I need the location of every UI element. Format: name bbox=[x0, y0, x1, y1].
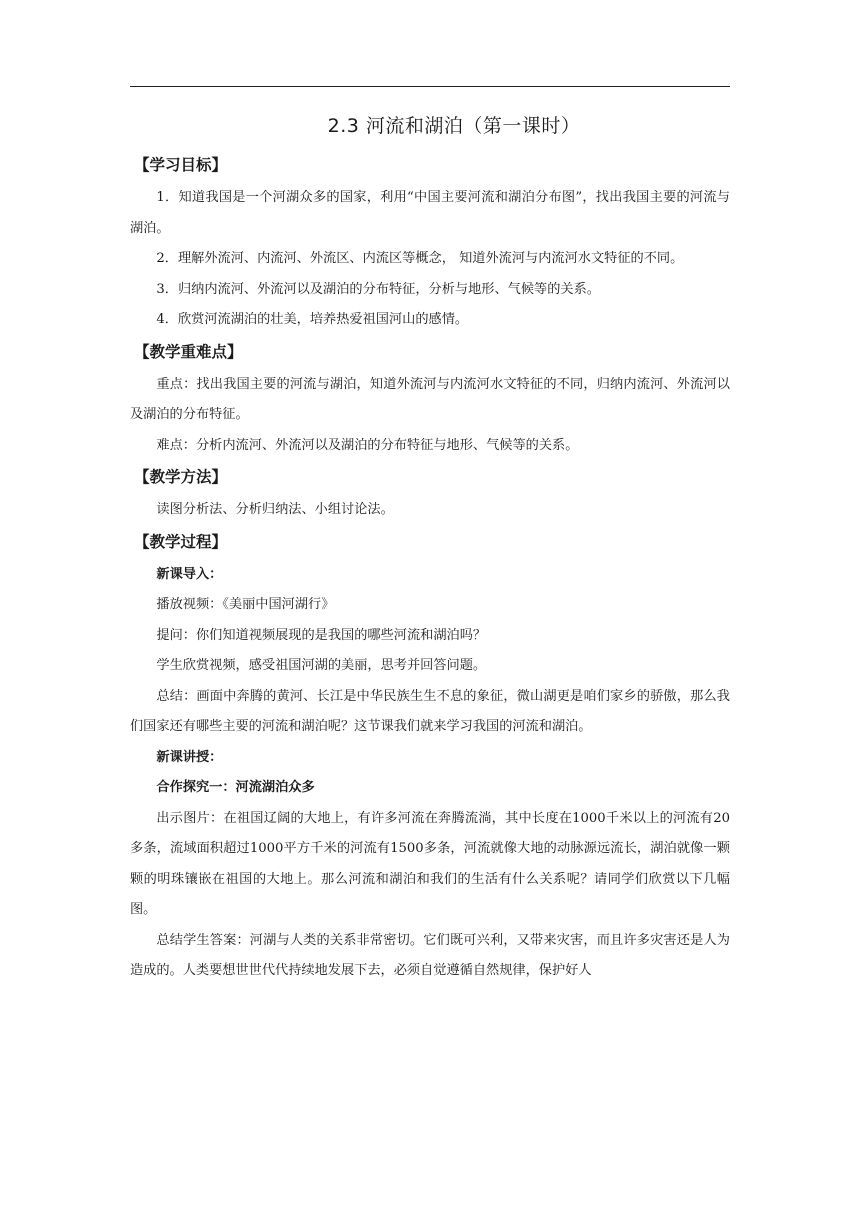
goal-item-2: 2．理解外流河、内流河、外流区、内流区等概念， 知道外流河与内流河水文特征的不同。 bbox=[156, 251, 684, 266]
section-heading-process: 【教学过程】 bbox=[134, 532, 228, 551]
intro-line-2: 提问：你们知道视频展现的是我国的哪些河流和湖泊吗？ bbox=[156, 627, 487, 643]
document-title: 2.3 河流和湖泊（第一课时） bbox=[327, 115, 581, 137]
difficult-point-text: 难点：分析内流河、外流河以及湖泊的分布特征与地形、气候等的关系。 bbox=[156, 437, 579, 453]
methods-text: 读图分析法、分析归纳法、小组讨论法。 bbox=[156, 502, 394, 517]
key-point-text: 重点：找出我国主要的河流与湖泊，知道外流河与内流河水文特征的不同，归纳内流河、外流河以及湖泊的分布特征。 bbox=[130, 376, 730, 422]
document-body bbox=[130, 112, 730, 987]
inquiry-line-1: 出示图片：在祖国辽阔的大地上，有许多河流在奔腾流淌，其中长度在1000千米以上的河流有20多条，流域面积超过1000平方千米的河流有1500多条，河流就像大地的动脉源远流长，湖泊就像一颗颗的明珠镶嵌在祖国的大地上。那么河流和湖泊和我们的生活有什么关系呢？请同学们欣赏以下几幅图。 bbox=[130, 810, 730, 917]
intro-label: 新课导入： bbox=[156, 566, 223, 582]
goal-item-3: 3．归纳内流河、外流河以及湖泊的分布特征，分析与地形、气候等的关系。 bbox=[156, 281, 600, 297]
section-heading-keypoints: 【教学重难点】 bbox=[134, 342, 243, 361]
intro-line-4: 总结：画面中奔腾的黄河、长江是中华民族生生不息的象征，微山湖更是咱们家乡的骄傲，那么我们国家还有哪些主要的河流和湖泊呢？这节课我们就来学习我国的河流和湖泊。 bbox=[130, 688, 730, 734]
section-heading-methods: 【教学方法】 bbox=[134, 468, 228, 486]
goal-item-1: 1．知道我国是一个河湖众多的国家，利用“中国主要河流和湖泊分布图”，找出我国主要的河流与湖泊。 bbox=[130, 190, 730, 236]
inquiry-label: 合作探究一：河流湖泊众多 bbox=[156, 780, 315, 795]
goal-item-4: 4．欣赏河流湖泊的壮美，培养热爱祖国河山的感情。 bbox=[156, 312, 469, 327]
section-heading-goals: 【学习目标】 bbox=[134, 156, 228, 174]
intro-line-1: 播放视频：《美丽中国河湖行》 bbox=[156, 597, 335, 612]
inquiry-line-2: 总结学生答案：河湖与人类的关系非常密切。它们既可兴利，又带来灾害，而且许多灾害还是人为造成的。人类要想世世代代持续地发展下去，必须自觉遵循自然规律，保护好人 bbox=[130, 932, 730, 978]
header-rule bbox=[130, 86, 730, 87]
intro-line-3: 学生欣赏视频，感受祖国河湖的美丽，思考并回答问题。 bbox=[156, 658, 487, 673]
lecture-label: 新课讲授： bbox=[156, 749, 223, 765]
